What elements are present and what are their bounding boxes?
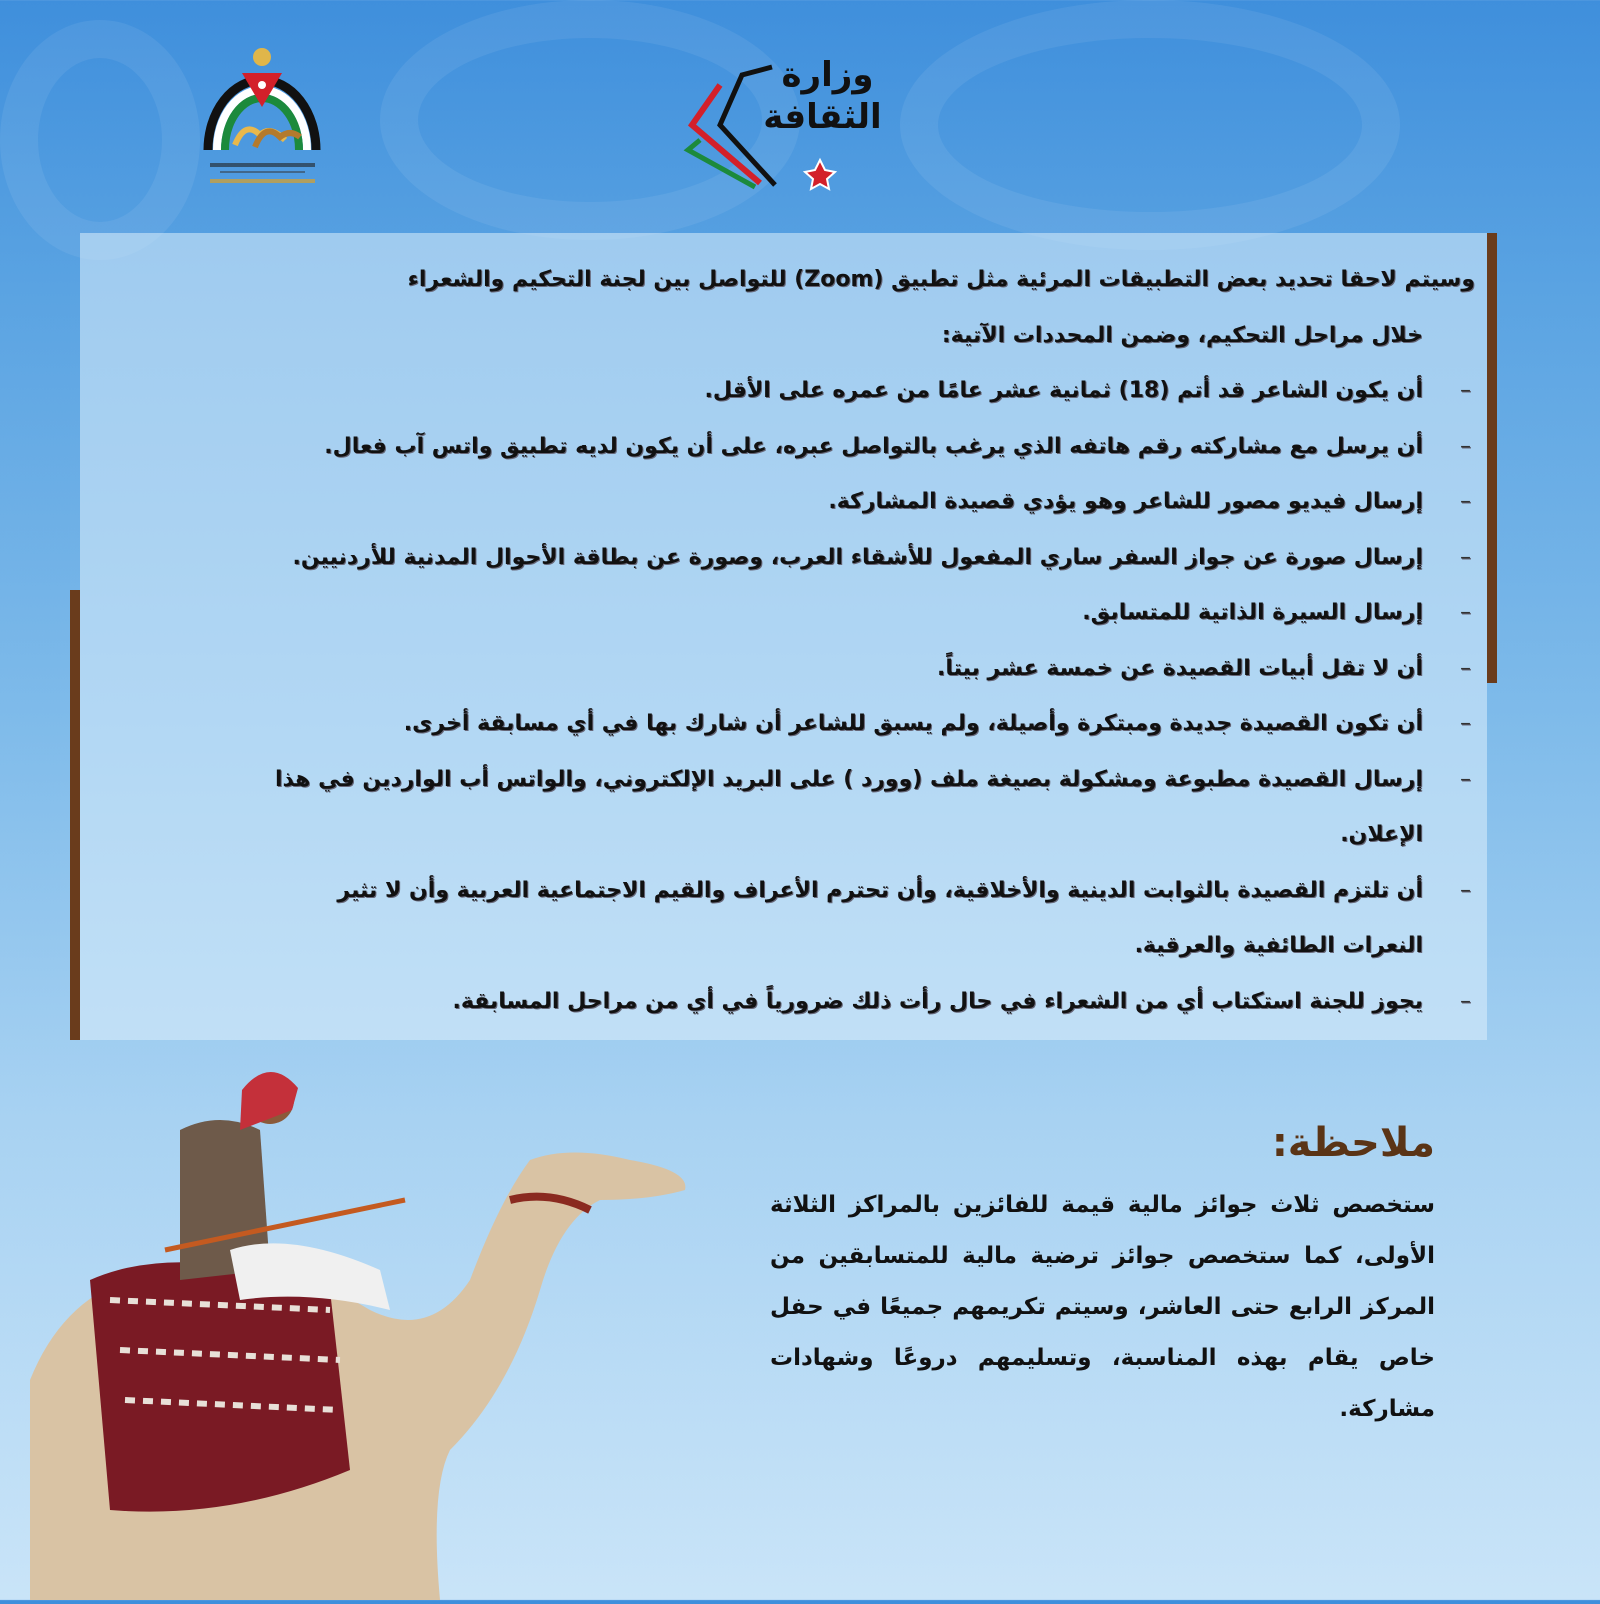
condition-item: [95, 419, 1475, 475]
condition-text-continued: النعرات الطائفية والعرقية.: [1134, 933, 1423, 958]
condition-item: [95, 863, 1475, 919]
condition-item: [95, 752, 1475, 808]
condition-item: [95, 585, 1475, 641]
note-title: ملاحظة:: [1271, 1120, 1435, 1166]
condition-text: إرسال فيديو مصور للشاعر وهو يؤدي قصيدة المشاركة.: [828, 489, 1423, 514]
condition-item: [95, 474, 1475, 530]
bullet-dash: –: [1460, 877, 1471, 903]
intro-line-2: خلال مراحل التحكيم، وضمن المحددات الآتية:: [941, 322, 1423, 348]
bullet-dash: –: [1460, 544, 1471, 570]
bullet-dash: –: [1460, 711, 1471, 736]
ministry-logo-line1: وزارة: [781, 55, 874, 95]
condition-item: [95, 974, 1475, 1030]
condition-text: أن يرسل مع مشاركته رقم هاتفه الذي يرغب بالتواصل عبره، على أن يكون لديه تطبيق واتس آب فعال.: [324, 433, 1423, 459]
condition-text: إرسال القصيدة مطبوعة ومشكولة بصيغة ملف (وورد ) على البريد الإلكتروني، والواتس أب الواردين في هذا: [274, 766, 1423, 792]
condition-text: أن يكون الشاعر قد أتم (18) ثمانية عشر عامًا من عمره على الأقل.: [704, 378, 1423, 403]
condition-text: إرسال صورة عن جواز السفر ساري المفعول للأشقاء العرب، وصورة عن بطاقة الأحوال المدنية للأردنيين.: [292, 544, 1423, 570]
condition-item: [95, 363, 1475, 419]
bullet-dash: –: [1460, 655, 1471, 681]
bullet-dash: –: [1460, 988, 1471, 1014]
bullet-dash: –: [1460, 489, 1471, 514]
condition-text: أن لا تقل أبيات القصيدة عن خمسة عشر بيتاً.: [937, 655, 1423, 681]
camel-races-committee-logo: [200, 45, 325, 200]
note-body: ستخصص ثلاث جوائز مالية قيمة للفائزين بالمراكز الثلاثة الأولى، كما ستخصص جوائز ترضية مالية للمتسابقين من المركز الرابع حتى العاشر، وسيتم تكريمهم جميعًا في حفل خاص يقام بهذه المناسبة، وتسليمهم دروعًا وشهادات مشاركة.: [770, 1192, 1435, 1422]
ministry-of-culture-logo: [680, 55, 890, 195]
bullet-dash: –: [1460, 378, 1471, 403]
condition-text: أن تكون القصيدة جديدة ومبتكرة وأصيلة، ولم يسبق للشاعر أن شارك بها في أي مسابقة أخرى.: [403, 711, 1423, 736]
background-calligraphy: [900, 0, 1400, 250]
accent-bar-left: [70, 590, 80, 1040]
condition-item: [95, 641, 1475, 697]
ministry-logo-line2: الثقافة: [763, 97, 882, 137]
bullet-dash: –: [1460, 600, 1471, 625]
bullet-dash: –: [1460, 433, 1471, 459]
condition-item: [95, 696, 1475, 752]
accent-bar-right: [1487, 233, 1497, 683]
camel-rider-photo: [30, 1050, 730, 1600]
conditions-list: [95, 252, 1475, 1029]
condition-text: يجوز للجنة استكتاب أي من الشعراء في حال رأت ذلك ضرورياً في أي من مراحل المسابقة.: [452, 988, 1423, 1014]
background-calligraphy: [0, 20, 200, 260]
bullet-dash: –: [1460, 766, 1471, 792]
condition-text: إرسال السيرة الذاتية للمتسابق.: [1082, 600, 1423, 625]
note-section: [770, 1120, 1435, 1435]
condition-text: أن تلتزم القصيدة بالثوابت الدينية والأخلاقية، وأن تحترم الأعراف والقيم الاجتماعية العربية وأن لا تثير: [337, 877, 1423, 903]
condition-item: [95, 530, 1475, 586]
condition-text-continued: الإعلان.: [1340, 822, 1423, 847]
intro-line-1: وسيتم لاحقا تحديد بعض التطبيقات المرئية مثل تطبيق (Zoom) للتواصل بين لجنة التحكيم والشعراء: [407, 267, 1475, 292]
